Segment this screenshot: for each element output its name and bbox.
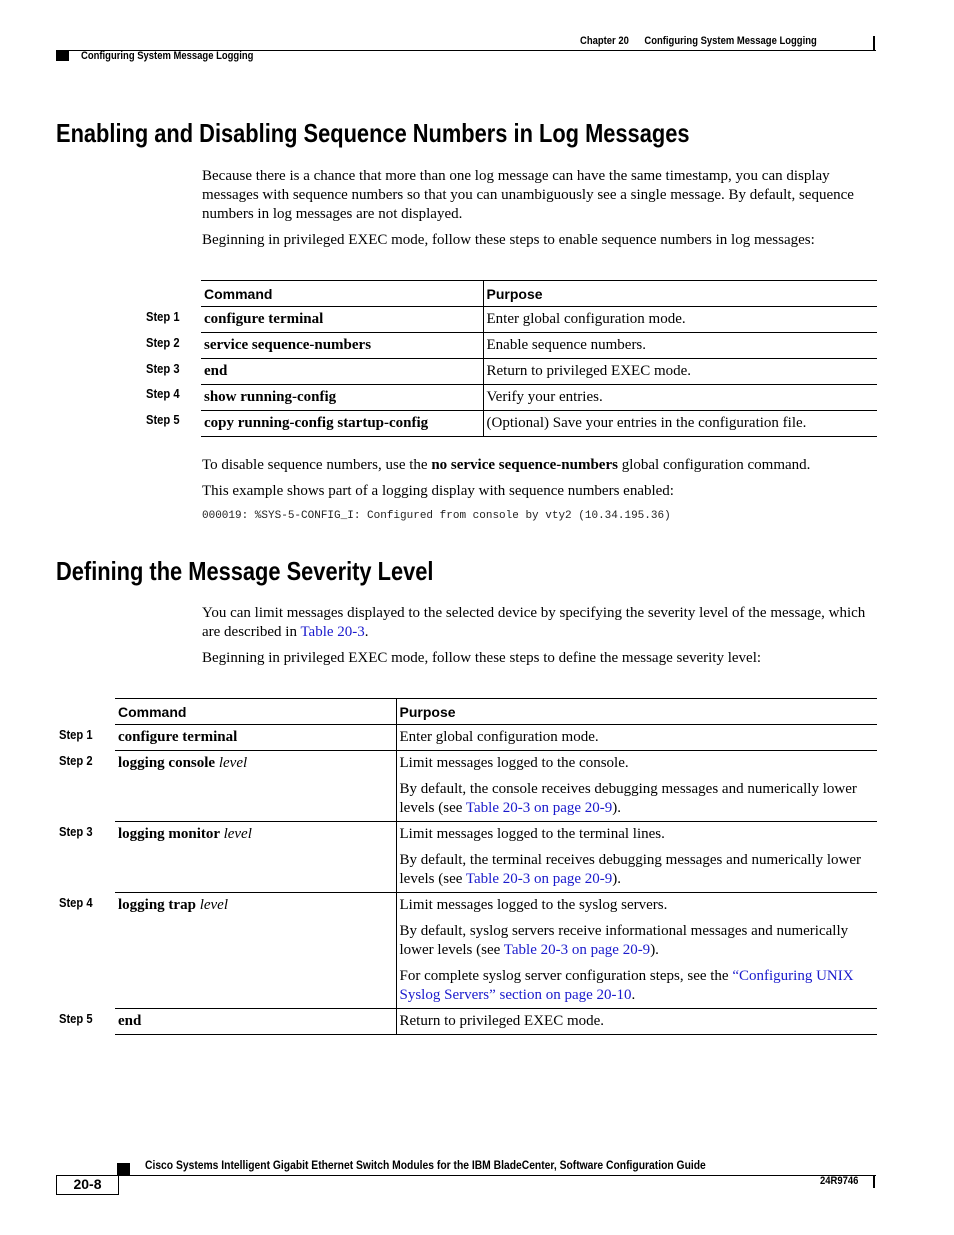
table-row [201, 333, 877, 359]
column-header-command: Command [201, 281, 483, 307]
purpose-cell: Enter global configuration mode. [396, 725, 877, 751]
table-link[interactable]: Table 20-3 on page 20-9 [465, 800, 613, 816]
running-header-section: Configuring System Message Logging [81, 50, 254, 62]
table-row [201, 307, 877, 333]
table-link[interactable]: Table 20-3 on page 20-9 [503, 942, 651, 958]
body-paragraph: Beginning in privileged EXEC mode, follow these steps to enable sequence numbers in log messages: [202, 232, 815, 248]
step-label: Step 5 [146, 412, 180, 427]
step-label: Step 1 [146, 309, 180, 324]
table-row [201, 385, 877, 411]
step-label: Step 4 [146, 386, 180, 401]
header-bar [873, 36, 875, 50]
purpose-cell: (Optional) Save your entries in the configuration file. [483, 411, 877, 437]
column-header-command: Command [115, 699, 396, 725]
command-cell: end [201, 359, 483, 385]
document-number: 24R9746 [820, 1175, 859, 1187]
body-paragraph: This example shows part of a logging display with sequence numbers enabled: [202, 483, 674, 499]
body-paragraph: Beginning in privileged EXEC mode, follow these steps to define the message severity level: [202, 650, 762, 666]
purpose-cell: Return to privileged EXEC mode. [396, 1009, 877, 1035]
purpose-cell: Enable sequence numbers. [483, 333, 877, 359]
table-row [115, 725, 877, 751]
inline-command: no service sequence-numbers [431, 457, 618, 473]
table-row [115, 822, 877, 893]
body-paragraph: Because there is a chance that more than one log message can have the same timestamp, you can display messages with sequence numbers so that you can unambiguously see a single message. By default, sequence numbers in log messages are not displayed. [202, 168, 854, 222]
command-cell: configure terminal [115, 725, 396, 751]
purpose-cell: Enter global configuration mode. [483, 307, 877, 333]
section-heading-sequence-numbers: Enabling and Disabling Sequence Numbers in Log Messages [56, 118, 690, 148]
column-header-purpose: Purpose [483, 281, 877, 307]
step-label: Step 3 [146, 361, 180, 376]
command-cell: service sequence-numbers [201, 333, 483, 359]
purpose-cell: Return to privileged EXEC mode. [483, 359, 877, 385]
table-row [201, 411, 877, 437]
command-cell: show running-config [201, 385, 483, 411]
command-cell: end [115, 1009, 396, 1035]
table-link[interactable]: Table 20-3 on page 20-9 [465, 871, 613, 887]
purpose-cell: Verify your entries. [483, 385, 877, 411]
section-link[interactable]: “Configuring UNIX Syslog Servers” section on page 20-10 [399, 968, 854, 1003]
procedure-table-sequence-numbers [201, 280, 877, 437]
command-cell: logging trap level [115, 893, 396, 1009]
table-row [115, 1009, 877, 1035]
purpose-cell: Limit messages logged to the terminal lines. By default, the terminal receives debugging messages and numerically lower levels (see Table 20-3 on page 20-9). [396, 822, 877, 893]
running-header-chapter: Chapter 20 Configuring System Message Logging [580, 35, 817, 47]
footer-bar [873, 1176, 875, 1188]
body-paragraph: To disable sequence numbers, use the no service sequence-numbers global configuration command. [202, 457, 811, 473]
footer-marker [117, 1163, 130, 1175]
command-cell: configure terminal [201, 307, 483, 333]
step-label: Step 2 [59, 753, 93, 768]
command-cell: copy running-config startup-config [201, 411, 483, 437]
table-row [115, 751, 877, 822]
header-marker [56, 51, 69, 61]
footer-rule [56, 1175, 876, 1176]
step-label: Step 4 [59, 895, 93, 910]
body-paragraph: You can limit messages displayed to the selected device by specifying the severity level of the message, which are described in Table 20-3. [202, 605, 866, 640]
step-label: Step 5 [59, 1011, 93, 1026]
page-number: 20-8 [56, 1175, 119, 1195]
purpose-cell: Limit messages logged to the console. By default, the console receives debugging messages and numerically lower levels (see Table 20-3 on page 20-9). [396, 751, 877, 822]
column-header-purpose: Purpose [396, 699, 877, 725]
purpose-cell: Limit messages logged to the syslog servers. By default, syslog servers receive informational messages and numerically lower levels (see Table 20-3 on page 20-9). For complete syslog server configuration steps, see the “Configuring UNIX Syslog Servers” section on page 20-10. [396, 893, 877, 1009]
table-row [115, 893, 877, 1009]
step-label: Step 2 [146, 335, 180, 350]
step-label: Step 3 [59, 824, 93, 839]
section-heading-severity-level: Defining the Message Severity Level [56, 556, 434, 586]
table-link[interactable]: Table 20-3 [300, 624, 365, 640]
code-example: 000019: %SYS-5-CONFIG_I: Configured from console by vty2 (10.34.195.36) [202, 510, 671, 522]
procedure-table-severity-level [115, 698, 877, 1035]
footer-book-title: Cisco Systems Intelligent Gigabit Ethernet Switch Modules for the IBM BladeCenter, Software Configuration Guide [145, 1158, 706, 1172]
step-label: Step 1 [59, 727, 93, 742]
command-cell: logging monitor level [115, 822, 396, 893]
table-row [201, 359, 877, 385]
command-cell: logging console level [115, 751, 396, 822]
